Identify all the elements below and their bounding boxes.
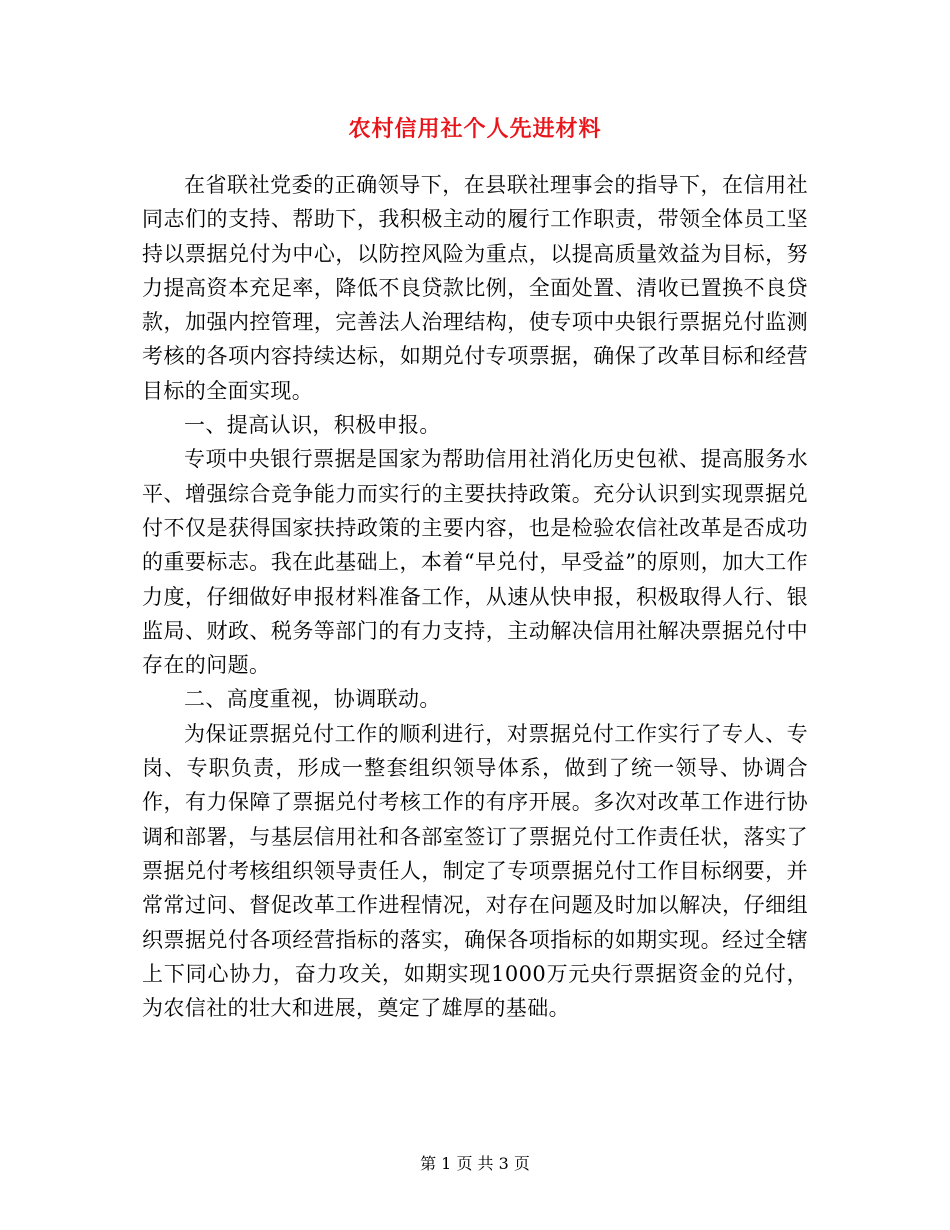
document-body — [142, 168, 808, 1025]
page-footer — [0, 1152, 950, 1176]
page-number-label: 第 1 页 共 3 页 — [420, 1154, 530, 1173]
paragraph-intro: 在省联社党委的正确领导下，在县联社理事会的指导下，在信用社同志们的支持、帮助下，我积极主动的履行工作职责，带领全体员工坚持以票据兑付为中心，以防控风险为重点，以提高质量效益为目标，努力提高资本充足率，降低不良贷款比例，全面处置、清收已置换不良贷款，加强内控管理，完善法人治理结构，使专项中央银行票据兑付监测考核的各项内容持续达标，如期兑付专项票据，确保了改革目标和经营目标的全面实现。 — [142, 173, 808, 403]
paragraph-section-1: 专项中央银行票据是国家为帮助信用社消化历史包袱、提高服务水平、增强综合竞争能力而实行的主要扶持政策。充分认识到实现票据兑付不仅是获得国家扶持政策的主要内容，也是检验农信社改革是否成功的重要标志。我在此基础上，本着“早兑付，早受益”的原则，加大工作力度，仔细做好申报材料准备工作，从速从快申报，积极取得人行、银监局、财政、税务等部门的有力支持，主动解决信用社解决票据兑付中存在的问题。 — [142, 447, 808, 678]
paragraph-section-2: 为保证票据兑付工作的顺利进行，对票据兑付工作实行了专人、专岗、专职负责，形成一整套组织领导体系，做到了统一领导、协调合作，有力保障了票据兑付考核工作的有序开展。多次对改革工作进行协调和部署，与基层信用社和各部室签订了票据兑付工作责任状，落实了票据兑付考核组织领导责任人，制定了专项票据兑付工作目标纲要，并常常过问、督促改革工作进程情况，对存在问题及时加以解决，仔细组织票据兑付各项经营指标的落实，确保各项指标的如期实现。经过全辖上下同心协力，奋力攻关，如期实现1000万元央行票据资金的兑付，为农信社的壮大和进展，奠定了雄厚的基础。 — [142, 721, 808, 1021]
document-title: 农村信用社个人先进材料 — [348, 116, 602, 142]
section-heading-1: 一、提高认识，积极申报。 — [184, 413, 441, 438]
section-heading-2: 二、高度重视，协调联动。 — [184, 687, 441, 712]
